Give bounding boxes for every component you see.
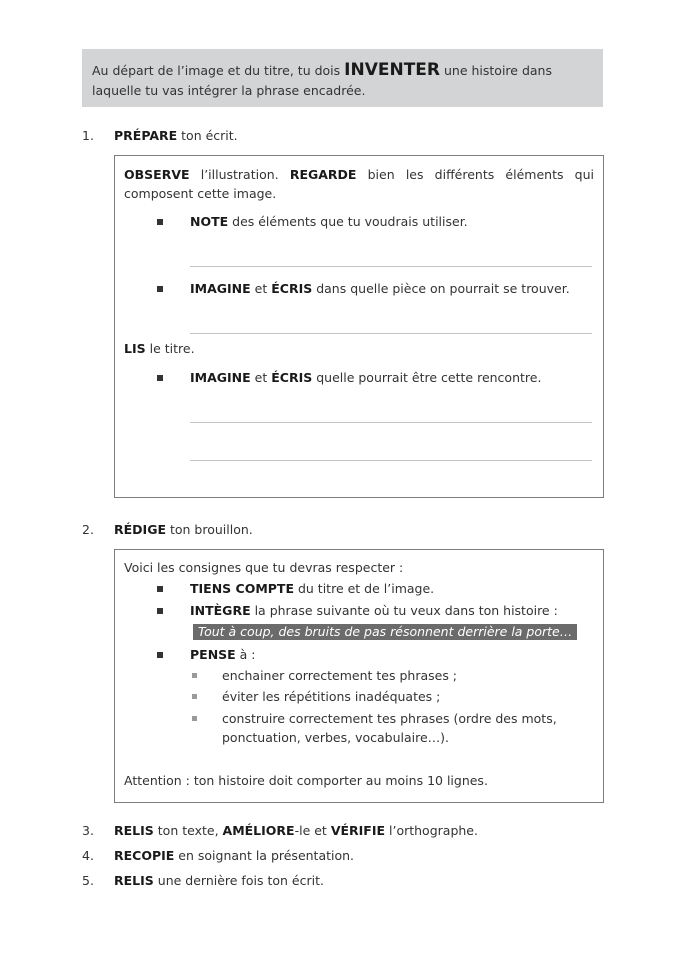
imagine-strong: IMAGINE — [190, 281, 251, 296]
imagine-mid: et — [250, 370, 272, 385]
bullet-icon — [157, 286, 163, 292]
tiens-compte-item — [190, 581, 434, 596]
relis-final-strong: RELIS — [114, 873, 154, 888]
prepare-box — [114, 155, 604, 498]
step-2-rest: ton brouillon. — [166, 522, 253, 537]
regarde-strong: REGARDE — [289, 167, 357, 182]
step-5-rest: une dernière fois ton écrit. — [153, 873, 324, 888]
intro-text-post: une histoire dans laquelle tu vas intégrer la phrase encadrée. — [92, 63, 552, 98]
sub-item-construire-line1: construire correctement tes phrases (ordre des mots, — [222, 711, 557, 726]
consignes-intro: Voici les consignes que tu devras respecter : — [124, 560, 404, 575]
step-1-number: 1. — [82, 128, 94, 143]
imagine-room-item — [190, 281, 570, 296]
step-3-rest3: l’orthographe. — [385, 823, 478, 838]
sub-item-eviter: éviter les répétitions inadéquates ; — [222, 689, 441, 704]
integre-rest: la phrase suivante où tu veux dans ton histoire : — [250, 603, 558, 618]
step-4-text — [114, 848, 354, 863]
note-item — [190, 214, 468, 229]
tiens-compte-strong: TIENS COMPTE — [190, 581, 294, 596]
observe-rest: bien les différents éléments qui composent cette image. — [124, 167, 594, 201]
imagine-strong: IMAGINE — [190, 370, 251, 385]
tiens-compte-rest: du titre et de l’image. — [294, 581, 435, 596]
attention-note: Attention : ton histoire doit comporter au moins 10 lignes. — [124, 773, 488, 788]
imagine-meeting-rest: quelle pourrait être cette rencontre. — [312, 370, 542, 385]
step-4-number: 4. — [82, 848, 94, 863]
lis-rest: le titre. — [145, 341, 195, 356]
note-rest: des éléments que tu voudrais utiliser. — [228, 214, 468, 229]
pense-rest: à : — [235, 647, 256, 662]
lis-paragraph — [124, 341, 195, 356]
sub-item-construire-line2: ponctuation, verbes, vocabulaire…). — [222, 730, 450, 745]
intro-text-pre: Au départ de l’image et du titre, tu dois — [92, 63, 345, 78]
bullet-icon — [157, 219, 163, 225]
step-3-number: 3. — [82, 823, 94, 838]
sub-bullet-icon — [192, 673, 197, 678]
ameliore-strong: AMÉLIORE — [222, 823, 295, 838]
integre-strong: INTÈGRE — [190, 603, 251, 618]
intro-strong: INVENTER — [344, 60, 441, 80]
step-5-text — [114, 873, 324, 888]
relis-strong: RELIS — [114, 823, 154, 838]
note-strong: NOTE — [190, 214, 229, 229]
bullet-icon — [157, 586, 163, 592]
step-2-number: 2. — [82, 522, 94, 537]
step-1-rest: ton écrit. — [177, 128, 238, 143]
imagine-room-rest: dans quelle pièce on pourrait se trouver. — [312, 281, 570, 296]
ecris-strong: ÉCRIS — [271, 281, 313, 296]
ecris-strong: ÉCRIS — [271, 370, 313, 385]
step-2-strong: RÉDIGE — [114, 522, 166, 537]
framed-sentence: Tout à coup, des bruits de pas résonnent derrière la porte… — [193, 624, 577, 640]
step-4-rest: en soignant la présentation. — [174, 848, 355, 863]
step-1-text — [114, 128, 238, 143]
writing-line — [190, 422, 592, 423]
sub-bullet-icon — [192, 716, 197, 721]
observe-mid: l’illustration. — [189, 167, 290, 182]
pense-item — [190, 647, 256, 662]
writing-line — [190, 333, 592, 334]
step-3-rest2: -le et — [294, 823, 331, 838]
pense-strong: PENSE — [190, 647, 236, 662]
sub-bullet-icon — [192, 694, 197, 699]
step-5-number: 5. — [82, 873, 94, 888]
step-2-text — [114, 522, 253, 537]
writing-line — [190, 266, 592, 267]
bullet-icon — [157, 608, 163, 614]
step-3-rest1: ton texte, — [153, 823, 223, 838]
step-3-text — [114, 823, 478, 838]
step-1-strong: PRÉPARE — [114, 128, 178, 143]
recopie-strong: RECOPIE — [114, 848, 175, 863]
imagine-meeting-item — [190, 370, 541, 385]
writing-line — [190, 460, 592, 461]
sub-item-enchainer: enchainer correctement tes phrases ; — [222, 668, 458, 683]
bullet-icon — [157, 652, 163, 658]
observe-strong: OBSERVE — [124, 167, 190, 182]
lis-strong: LIS — [124, 341, 146, 356]
verifie-strong: VÉRIFIE — [330, 823, 386, 838]
bullet-icon — [157, 375, 163, 381]
integre-item — [190, 603, 558, 618]
imagine-mid: et — [250, 281, 272, 296]
intro-banner — [82, 49, 603, 107]
observe-paragraph — [124, 165, 594, 203]
